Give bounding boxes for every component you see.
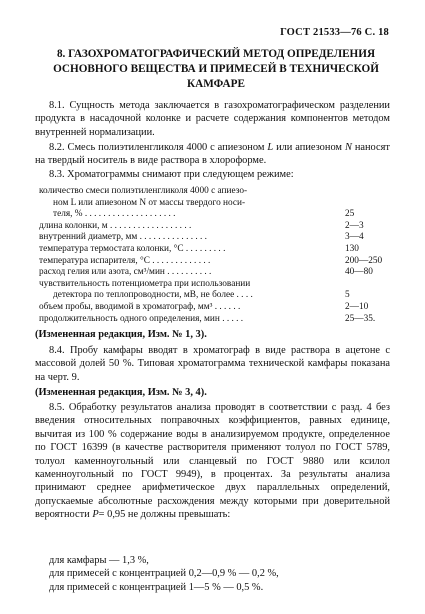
param-row: расход гелия или азота, см³/мин . . . . . . . . . . 40—80 <box>39 267 373 278</box>
param-row: чувствительность потенциометра при использовании <box>39 278 251 289</box>
edit-note-1: (Измененная редакция, Изм. № 1, 3). <box>35 329 207 340</box>
edit-note-2: (Измененная редакция, Изм. № 3, 4). <box>35 387 207 398</box>
section-title-line: ОСНОВНОГО ВЕЩЕСТВА И ПРИМЕСЕЙ В ТЕХНИЧЕСКОЙ <box>53 63 379 75</box>
param-row: температура термостата колонки, °С . . . . . . . . . 130 <box>39 243 359 254</box>
param-row: продолжительность одного определения, мин . . . . . 25—35. <box>39 313 376 324</box>
paragraph-8-5: 8.5. Обработку результатов анализа проводят в соответствии с разд. 4 без введения относительных поправочных коэффициентов, равных единице, вычитая из 100 % содержание воды в анализируемом продукте, определенное по ГОСТ 16399 (в качестве растворителя применяют толуол по ГОСТ 5789, толуол каменноугольный или сланцевый по ГОСТ 9880 или ксилол каменноугольный по ГОСТ 9949), в процентах. За результаты анализа принимают среднее арифметическое двух параллельных определений, допускаемые абсолютные расхождения между которыми при доверительной вероятности P= 0,95 не должны превышать: <box>35 402 390 521</box>
paragraph-8-3: 8.3. Хроматограммы снимают при следующем режиме: <box>49 169 294 180</box>
param-row: температура испарителя, °С . . . . . . . . . . . . . 200—250 <box>39 255 383 266</box>
list-item: для камфары — 1,3 %, <box>49 555 149 566</box>
page-header: ГОСТ 21533—76 С. 18 <box>280 27 389 38</box>
regime-parameters <box>39 186 389 325</box>
paragraph-8-1: 8.1. Сущность метода заключается в газохроматографическом разделении продукта в насадочной колонке и расчете содержания компонентов методом внутренней нормализации. <box>35 100 390 138</box>
section-title-line: 8. ГАЗОХРОМАТОГРАФИЧЕСКИЙ МЕТОД ОПРЕДЕЛЕНИЯ <box>56 48 376 60</box>
list-item: для примесей с концентрацией 1—5 % — 0,5 %. <box>49 581 264 593</box>
tolerance-list <box>35 554 390 594</box>
param-row: ном L или апиезоном N от массы твердого носи- <box>53 197 246 208</box>
paragraph-8-2: 8.2. Смесь полиэтиленгликоля 4000 с апиезоном L или апиезоном N наносят на твердый носитель в виде раствора в хлороформе. <box>35 142 390 167</box>
param-row: объем пробы, вводимой в хроматограф, мм³ . . . . . . 2—10 <box>39 301 369 312</box>
list-item: для примесей с концентрацией 0,2—0,9 % — 0,2 %, <box>49 568 279 580</box>
param-row: теля, % . . . . . . . . . . . . . . . . . . . . 25 <box>53 209 355 220</box>
param-row: длина колонки, м . . . . . . . . . . . . . . . . . . 2—3 <box>39 220 364 231</box>
param-row: количество смеси полиэтиленгликоля 4000 с апиезо- <box>39 186 248 196</box>
param-row: внутренний диаметр, мм . . . . . . . . . . . . . . . 3—4 <box>39 232 364 243</box>
section-title-line: КАМФАРЕ <box>187 78 245 90</box>
section-title <box>40 47 392 92</box>
paragraph-8-4: 8.4. Пробу камфары вводят в хроматограф в виде раствора в ацетоне с массовой долей 50 %. Типовая хроматограмма технической камфары показана на черт. 9. <box>35 345 390 383</box>
param-row: детектора по теплопроводности, мВ, не более . . . . 5 <box>53 290 350 301</box>
